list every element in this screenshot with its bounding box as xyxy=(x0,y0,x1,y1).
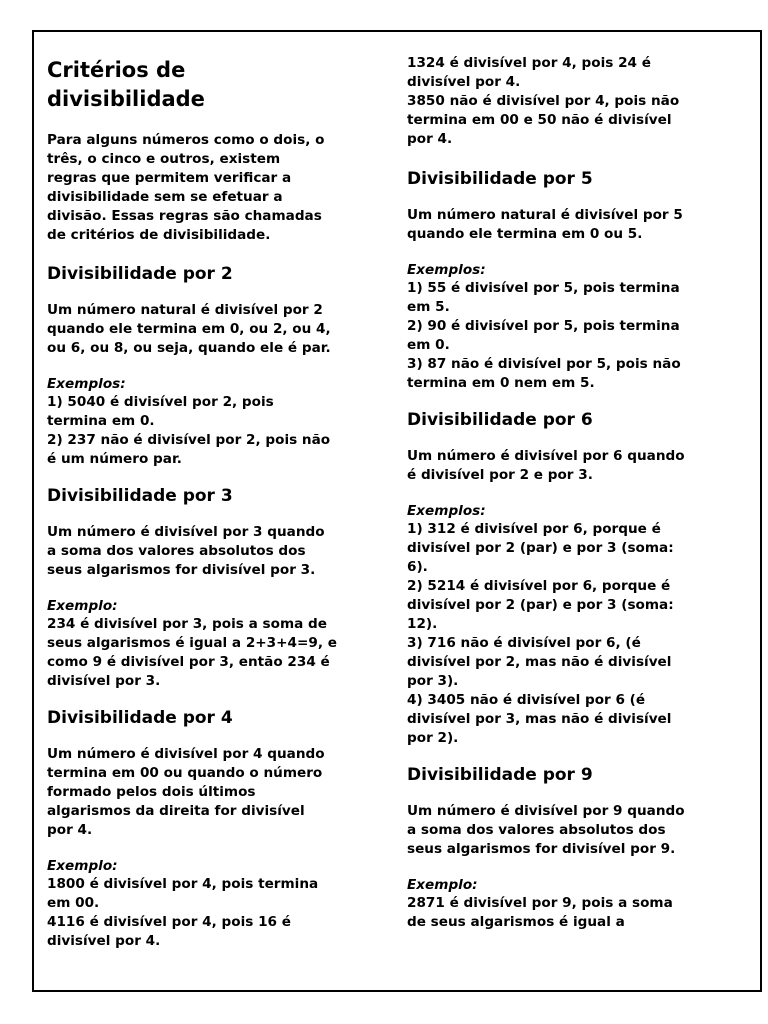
examples-label: Exemplos: xyxy=(407,503,486,519)
right-column xyxy=(407,54,727,948)
example-item: 234 é divisível por 3, pois a soma de seus algarismos é igual a 2+3+4=9, e como 9 é divisível por 3, então 234 é divisível por 3. xyxy=(47,616,337,689)
example-item: 1800 é divisível por 4, pois termina em 00. xyxy=(47,876,319,911)
example-item: 3) 87 não é divisível por 5, pois não termina em 0 nem em 5. xyxy=(407,356,681,391)
examples-label: Exemplo: xyxy=(47,858,118,874)
left-column xyxy=(47,56,367,967)
example-item: 2) 237 não é divisível por 2, pois não é um número par. xyxy=(47,432,331,467)
heading-div2: Divisibilidade por 2 xyxy=(47,264,233,284)
examples-label: Exemplos: xyxy=(47,376,126,392)
examples-label: Exemplos: xyxy=(407,262,486,278)
example-item: 1324 é divisível por 4, pois 24 é divisível por 4. xyxy=(407,55,651,90)
example-item: 2871 é divisível por 9, pois a soma de seus algarismos é igual a xyxy=(407,895,673,930)
heading-div5: Divisibilidade por 5 xyxy=(407,169,593,189)
page-title: Critérios de divisibilidade xyxy=(47,58,205,111)
examples-div4 xyxy=(47,858,367,951)
example-item: 1) 5040 é divisível por 2, pois termina em 0. xyxy=(47,394,274,429)
example-item: 2) 90 é divisível por 5, pois termina em 0. xyxy=(407,318,680,353)
examples-div3 xyxy=(47,598,367,691)
example-item: 2) 5214 é divisível por 6, porque é divisível por 2 (par) e por 3 (soma: 12). xyxy=(407,578,674,632)
examples-div9 xyxy=(407,877,727,932)
rule-div6: Um número é divisível por 6 quando é divisível por 2 e por 3. xyxy=(407,448,685,483)
heading-div6: Divisibilidade por 6 xyxy=(407,410,593,430)
heading-div4: Divisibilidade por 4 xyxy=(47,708,233,728)
heading-div9: Divisibilidade por 9 xyxy=(407,765,593,785)
rule-div3: Um número é divisível por 3 quando a soma dos valores absolutos dos seus algarismos for divisível por 3. xyxy=(47,524,325,578)
examples-label: Exemplo: xyxy=(47,598,118,614)
example-item: 4) 3405 não é divisível por 6 (é divisível por 3, mas não é divisível por 2). xyxy=(407,692,672,746)
examples-div4-continued xyxy=(407,54,727,149)
example-item: 1) 312 é divisível por 6, porque é divisível por 2 (par) e por 3 (soma: 6). xyxy=(407,521,674,575)
example-item: 4116 é divisível por 4, pois 16 é divisível por 4. xyxy=(47,914,291,949)
examples-label: Exemplo: xyxy=(407,877,478,893)
heading-div3: Divisibilidade por 3 xyxy=(47,486,233,506)
intro-paragraph: Para alguns números como o dois, o três, o cinco e outros, existem regras que permitem verificar a divisibilidade sem se efetuar a divisão. Essas regras são chamadas de critérios de divisibilidade. xyxy=(47,132,325,243)
example-item: 3) 716 não é divisível por 6, (é divisível por 2, mas não é divisível por 3). xyxy=(407,635,672,689)
examples-div5 xyxy=(407,262,727,393)
rule-div4: Um número é divisível por 4 quando termina em 00 ou quando o número formado pelos dois últimos algarismos da direita for divisível por 4. xyxy=(47,746,325,838)
rule-div9: Um número é divisível por 9 quando a soma dos valores absolutos dos seus algarismos for divisível por 9. xyxy=(407,803,685,857)
examples-div2 xyxy=(47,376,367,469)
example-item: 3850 não é divisível por 4, pois não termina em 00 e 50 não é divisível por 4. xyxy=(407,93,680,147)
rule-div2: Um número natural é divisível por 2 quando ele termina em 0, ou 2, ou 4, ou 6, ou 8, ou seja, quando ele é par. xyxy=(47,302,331,356)
rule-div5: Um número natural é divisível por 5 quando ele termina em 0 ou 5. xyxy=(407,207,683,242)
example-item: 1) 55 é divisível por 5, pois termina em 5. xyxy=(407,280,680,315)
examples-div6 xyxy=(407,503,727,748)
